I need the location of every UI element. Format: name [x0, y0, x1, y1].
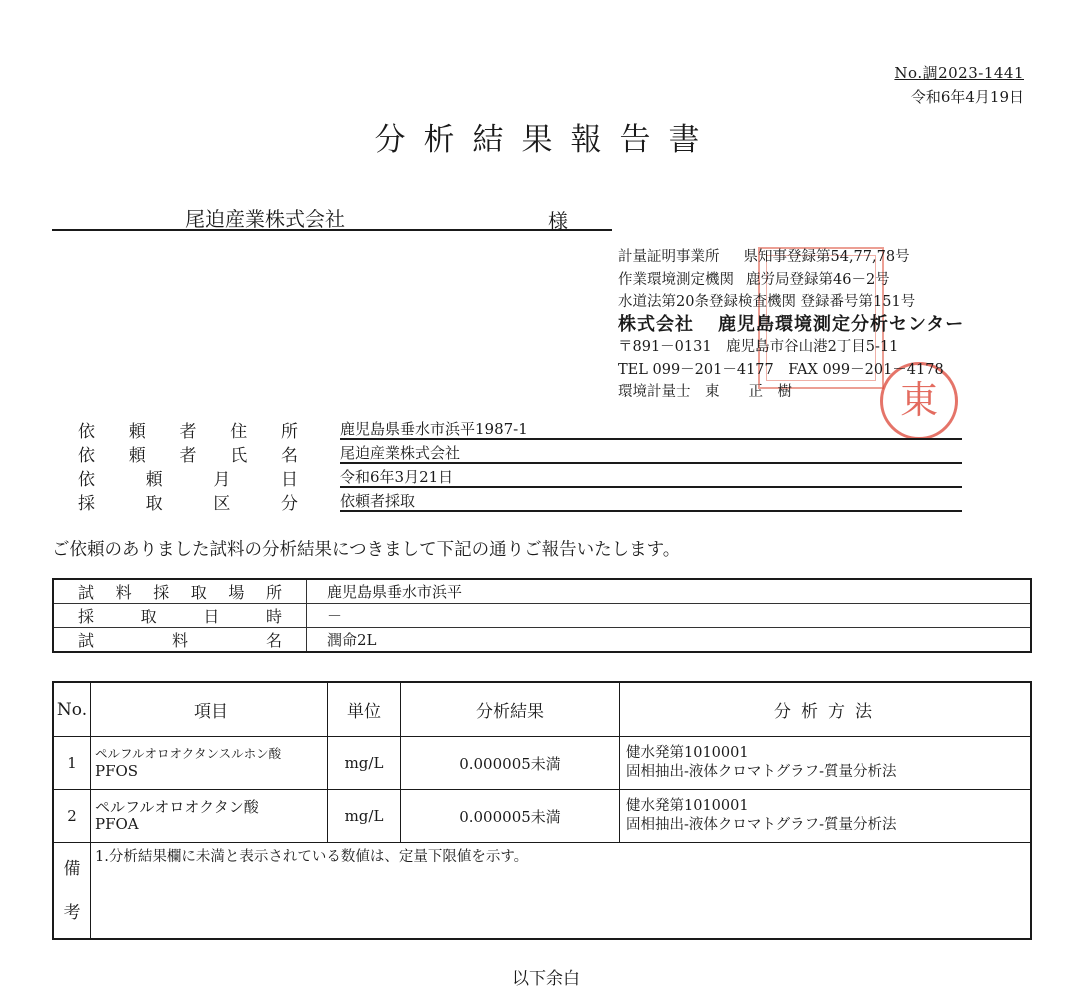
- method-desc: 固相抽出-液体クロマトグラフ-質量分析法: [626, 817, 897, 833]
- request-name-value: 尾迫産業株式会社: [340, 444, 461, 462]
- header-unit: 単位: [328, 682, 401, 737]
- end-of-report: 以下余白: [512, 969, 580, 989]
- request-row-date: [78, 464, 962, 488]
- header-result: 分析結果: [401, 682, 620, 737]
- row-method: [620, 790, 1032, 843]
- sample-datetime-value: －: [307, 604, 1032, 628]
- sample-row-name: [53, 628, 1031, 653]
- client-name: 尾迫産業株式会社: [185, 207, 345, 231]
- row-item: [91, 790, 328, 843]
- lab-address: 〒891－0131 鹿児島市谷山港2丁目5-11: [618, 339, 899, 355]
- row-no: 1: [53, 737, 91, 790]
- page-title: 分析結果報告書: [374, 122, 718, 158]
- results-table: [52, 681, 1032, 940]
- header-item: 項目: [91, 682, 328, 737]
- request-row-sampling: [78, 488, 962, 512]
- request-row-name: [78, 440, 962, 464]
- request-sampling-label: 採 取 区 分: [78, 494, 298, 514]
- sample-table: [52, 578, 1032, 653]
- item-name-en: PFOA: [95, 815, 139, 833]
- intro-text: ご依頼のありました試料の分析結果につきまして下記の通りご報告いたします。: [52, 540, 681, 560]
- document-number: No.調2023-1441: [894, 64, 1024, 82]
- sample-row-location: [53, 579, 1031, 604]
- table-row: [53, 737, 1031, 790]
- remarks-row: [53, 843, 1031, 940]
- method-desc: 固相抽出-液体クロマトグラフ-質量分析法: [626, 764, 897, 780]
- item-name-en: PFOS: [95, 762, 139, 780]
- request-date-value: 令和6年3月21日: [340, 468, 454, 486]
- report-date: 令和6年4月19日: [910, 88, 1024, 106]
- sample-datetime-label: 採 取 日 時: [78, 607, 282, 626]
- results-header-row: [53, 682, 1031, 737]
- lab-measurer: 環境計量士 東 正 樹: [618, 384, 792, 400]
- row-result: 0.000005未満: [401, 790, 620, 843]
- sample-name-label: 試 料 名: [78, 631, 282, 650]
- table-row: [53, 790, 1031, 843]
- sample-row-datetime: [53, 604, 1031, 628]
- sample-location-label: 試 料 採 取 場 所: [78, 583, 282, 602]
- request-row-address: [78, 416, 962, 440]
- lab-info: [618, 246, 964, 404]
- lab-line2-value: 鹿労局登録第46－2号: [746, 271, 890, 288]
- row-unit: mg/L: [328, 737, 401, 790]
- lab-company-type: 株式会社: [618, 313, 694, 335]
- row-item: [91, 737, 328, 790]
- remarks-text: 1.分析結果欄に未満と表示されている数値は、定量下限値を示す。: [91, 843, 1032, 940]
- lab-tel-fax: TEL 099－201－4177 FAX 099－201－4178: [618, 361, 944, 378]
- item-name-jp: ペルフルオロオクタン酸: [95, 798, 259, 816]
- request-date-label: 依 頼 月 日: [78, 470, 298, 490]
- request-info: [78, 416, 962, 512]
- row-result: 0.000005未満: [401, 737, 620, 790]
- method-ref: 健水発第1010001: [626, 745, 749, 761]
- header-no: No.: [53, 682, 91, 737]
- lab-line1-value: 県知事登録第54,77,78号: [743, 249, 910, 265]
- row-no: 2: [53, 790, 91, 843]
- lab-company-name: 鹿児島環境測定分析センター: [718, 313, 965, 335]
- row-method: [620, 737, 1032, 790]
- request-name-label: 依 頼 者 氏 名: [78, 446, 298, 466]
- measurer-round-seal: 東: [880, 362, 958, 440]
- sample-location-value: 鹿児島県垂水市浜平: [307, 579, 1032, 604]
- row-unit: mg/L: [328, 790, 401, 843]
- sample-name-value: 潤命2L: [327, 631, 377, 649]
- request-address-value: 鹿児島県垂水市浜平1987-1: [340, 420, 528, 438]
- lab-line2-label: 作業環境測定機関: [618, 271, 734, 288]
- item-name-jp: ペルフルオロオクタンスルホン酸: [95, 746, 282, 761]
- remarks-label: 備 考: [53, 843, 91, 940]
- lab-line1-label: 計量証明事業所: [618, 249, 720, 265]
- header-method: 分析方法: [620, 682, 1032, 737]
- lab-line3: 水道法第20条登録検査機関 登録番号第151号: [618, 294, 916, 310]
- method-ref: 健水発第1010001: [626, 798, 749, 814]
- request-address-label: 依 頼 者 住 所: [78, 422, 298, 442]
- request-sampling-value: 依頼者採取: [340, 492, 416, 510]
- client-honorific: 様: [548, 209, 568, 233]
